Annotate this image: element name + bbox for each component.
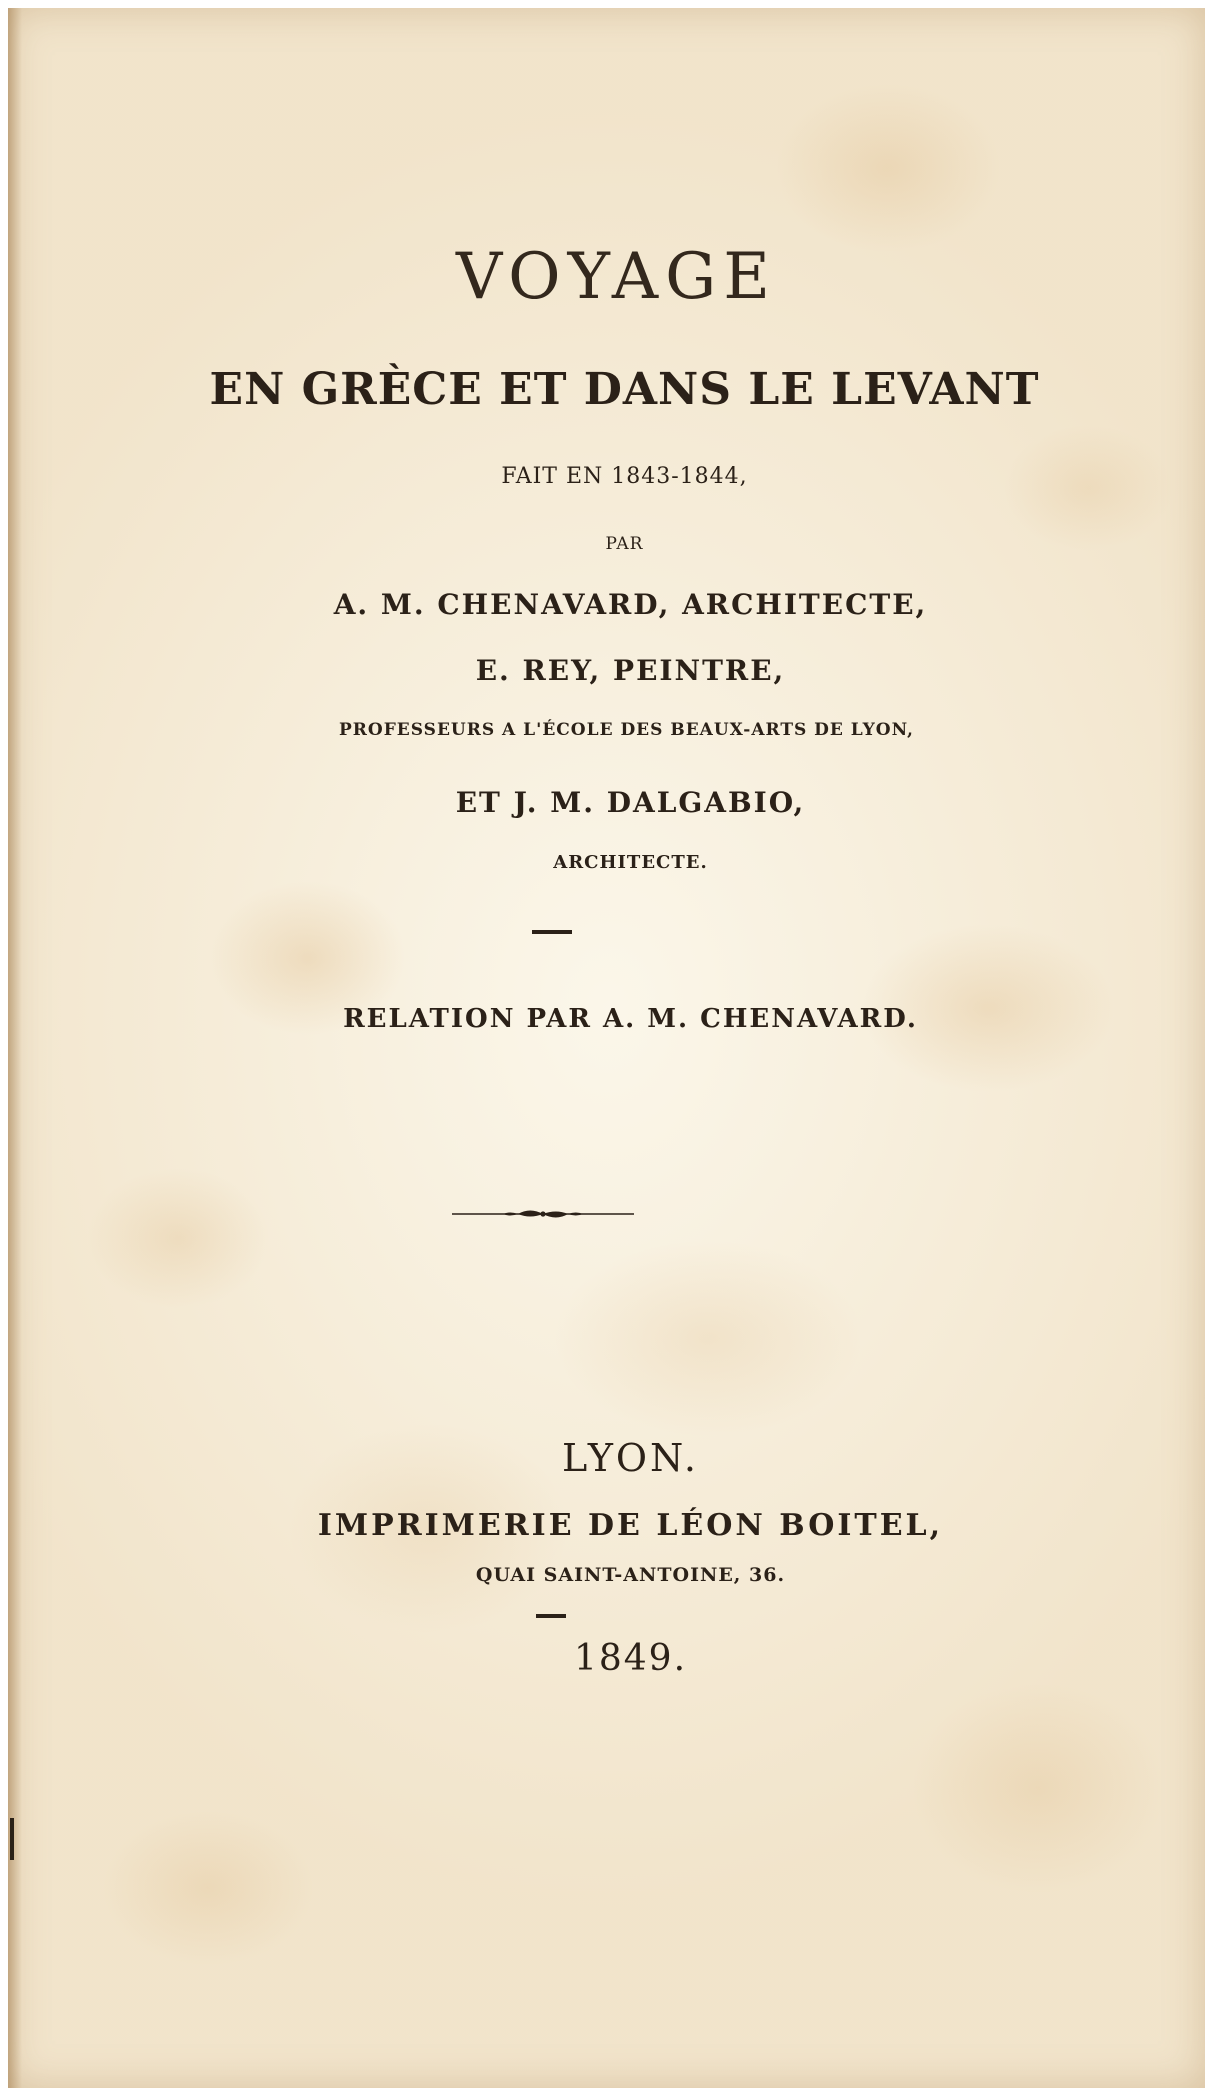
imprint-address: QUAI SAINT-ANTOINE, 36. (475, 1564, 786, 1586)
author-chenavard: A. M. CHENAVARD, ARCHITECTE, (333, 588, 928, 621)
author-dalgabio-role: ARCHITECTE. (553, 852, 708, 873)
title-page (8, 8, 1205, 2088)
short-rule-divider-2 (536, 1614, 566, 1618)
short-rule-divider (532, 930, 572, 934)
imprint-city: LYON. (562, 1436, 699, 1480)
page-edge-shadow (8, 8, 22, 2088)
book-title: VOYAGE (456, 240, 777, 314)
relation-line: RELATION PAR A. M. CHENAVARD. (343, 1004, 918, 1034)
author-dalgabio: ET J. M. DALGABIO, (455, 786, 806, 819)
travel-dates: FAIT EN 1843-1844, (501, 464, 748, 489)
imprint-year: 1849. (573, 1638, 688, 1679)
imprint-printer: IMPRIMERIE DE LÉON BOITEL, (317, 1508, 944, 1543)
author-rey: E. REY, PEINTRE, (475, 654, 786, 687)
professors-line: PROFESSEURS A L'ÉCOLE DES BEAUX-ARTS DE LYON, (339, 720, 914, 740)
margin-mark (10, 1818, 14, 1860)
ornamental-rule-icon (448, 1204, 638, 1224)
by-line: PAR (605, 534, 644, 554)
book-subtitle: EN GRÈCE ET DANS LE LEVANT (209, 364, 1040, 415)
